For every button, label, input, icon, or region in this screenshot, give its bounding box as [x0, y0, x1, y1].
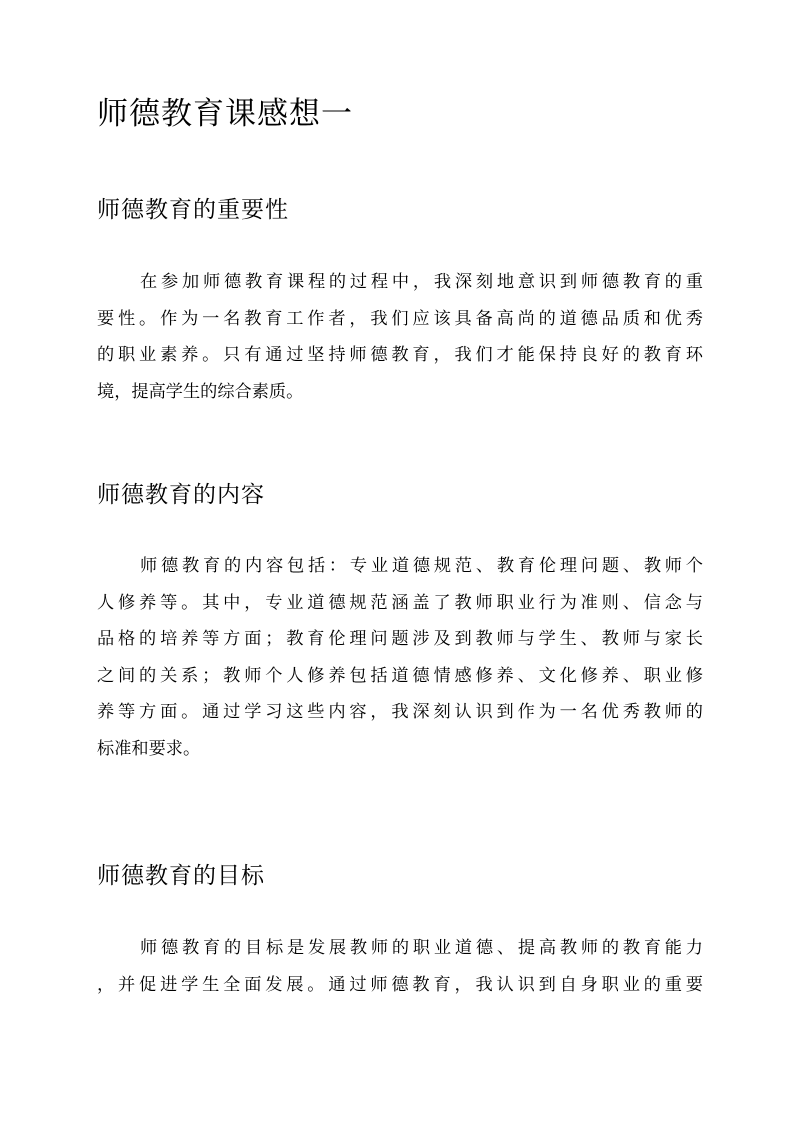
paragraph-line: 标准和要求。 — [97, 738, 201, 759]
section-heading-content: 师德教育的内容 — [97, 482, 265, 508]
paragraph-line: 养等方面。通过学习这些内容，我深刻认识到作为一名优秀教师的 — [97, 702, 703, 722]
paragraph-content — [97, 548, 703, 767]
section-heading-goals: 师德教育的目标 — [97, 863, 265, 889]
paragraph-line: 之间的关系；教师个人修养包括道德情感修养、文化修养、职业修 — [97, 665, 703, 686]
paragraph-line: 的职业素养。只有通过坚持师德教育，我们才能保持良好的教育环 — [97, 345, 703, 365]
paragraph-line: 要性。作为一名教育工作者，我们应该具备高尚的道德品质和优秀 — [97, 308, 703, 329]
paragraph-line: 在参加师德教育课程的过程中，我深刻地意识到师德教育的重 — [140, 272, 703, 292]
paragraph-goals — [97, 930, 703, 1003]
paragraph-importance — [97, 264, 703, 410]
section-heading-importance: 师德教育的重要性 — [97, 197, 289, 223]
paragraph-line: 品格的培养等方面；教育伦理问题涉及到教师与学生、教师与家长 — [97, 629, 703, 649]
paragraph-line: 人修养等。其中，专业道德规范涵盖了教师职业行为准则、信念与 — [97, 592, 703, 613]
paragraph-line: 境，提高学生的综合素质。 — [97, 381, 304, 402]
paragraph-line: 师德教育的目标是发展教师的职业道德、提高教师的教育能力 — [140, 938, 703, 958]
page-title: 师德教育课感想一 — [97, 96, 353, 132]
paragraph-line: 师德教育的内容包括：专业道德规范、教育伦理问题、教师个 — [140, 556, 703, 576]
paragraph-line: ，并促进学生全面发展。通过师德教育，我认识到自身职业的重要 — [97, 974, 703, 995]
